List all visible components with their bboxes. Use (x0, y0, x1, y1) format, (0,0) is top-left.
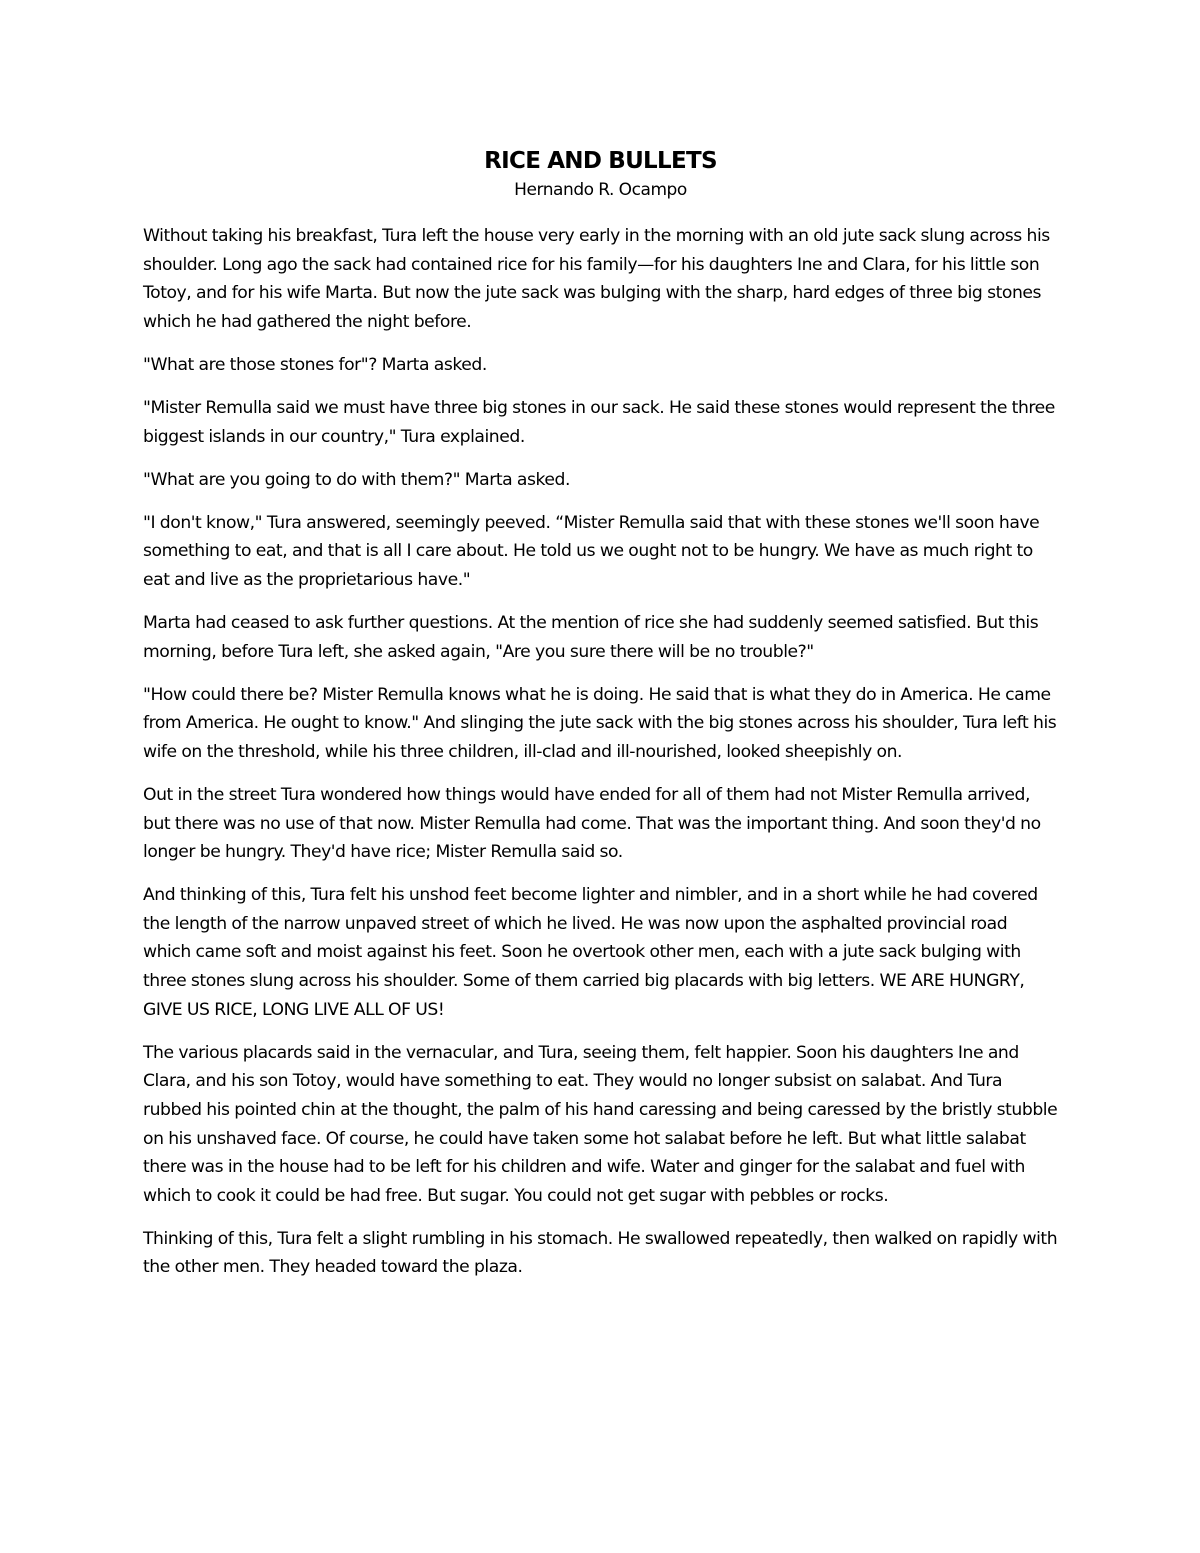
paragraph: "Mister Remulla said we must have three big stones in our sack. He said these stones would represent the three biggest islands in our country," Tura explained. (143, 397, 1055, 447)
paragraph: Without taking his breakfast, Tura left the house very early in the morning with an old jute sack slung across his shoulder. Long ago the sack had contained rice for his family—for his daughters Ine and Clara, for his little son Totoy, and for his wife Marta. But now the jute sack was bulging with the sharp, hard edges of three big stones which he had gathered the night before. (143, 226, 1050, 332)
paragraph: And thinking of this, Tura felt his unshod feet become lighter and nimbler, and in a short while he had covered the length of the narrow unpaved street of which he lived. He was now upon the asphalted provincial road which came soft and moist against his feet. Soon he overtook other men, each with a jute sack bulging with three stones slung across his shoulder. Some of them carried big placards with big letters. WE ARE HUNGRY, GIVE US RICE, LONG LIVE ALL OF US! (143, 885, 1038, 1020)
paragraph: "How could there be? Mister Remulla knows what he is doing. He said that is what they do in America. He came from America. He ought to know." And slinging the jute sack with the big stones across his shoulder, Tura left his wife on the threshold, while his three children, ill-clad and ill-nourished, looked sheepishly on. (143, 684, 1057, 762)
document-title: RICE AND BULLETS (484, 148, 717, 174)
paragraph: Thinking of this, Tura felt a slight rumbling in his stomach. He swallowed repeatedly, then walked on rapidly with the other men. They headed toward the plaza. (143, 1228, 1058, 1278)
paragraph: The various placards said in the vernacular, and Tura, seeing them, felt happier. Soon his daughters Ine and Clara, and his son Totoy, would have something to eat. They would no longer subsist on salabat. And Tura rubbed his pointed chin at the thought, the palm of his hand caressing and being caressed by the bristly stubble on his unshaved face. Of course, he could have taken some hot salabat before he left. But what little salabat there was in the house had to be left for his children and wife. Water and ginger for the salabat and fuel with which to cook it could be had free. But sugar. You could not get sugar with pebbles or rocks. (143, 1042, 1058, 1206)
paragraph: Out in the street Tura wondered how things would have ended for all of them had not Mister Remulla arrived, but there was no use of that now. Mister Remulla had come. That was the important thing. And soon they'd no longer be hungry. They'd have rice; Mister Remulla said so. (143, 785, 1041, 863)
paragraph: "What are you going to do with them?" Marta asked. (143, 469, 571, 490)
paragraph: Marta had ceased to ask further questions. At the mention of rice she had suddenly seemed satisfied. But this morning, before Tura left, she asked again, "Are you sure there will be no trouble?" (143, 613, 1039, 662)
document-author: Hernando R. Ocampo (514, 180, 687, 200)
paragraph: "I don't know," Tura answered, seemingly peeved. “Mister Remulla said that with these stones we'll soon have something to eat, and that is all I care about. He told us we ought not to be hungry. We have as much right to eat and live as the proprietarious have." (143, 512, 1040, 590)
paragraph: "What are those stones for"? Marta asked. (143, 354, 487, 375)
document-body (143, 146, 1058, 1297)
